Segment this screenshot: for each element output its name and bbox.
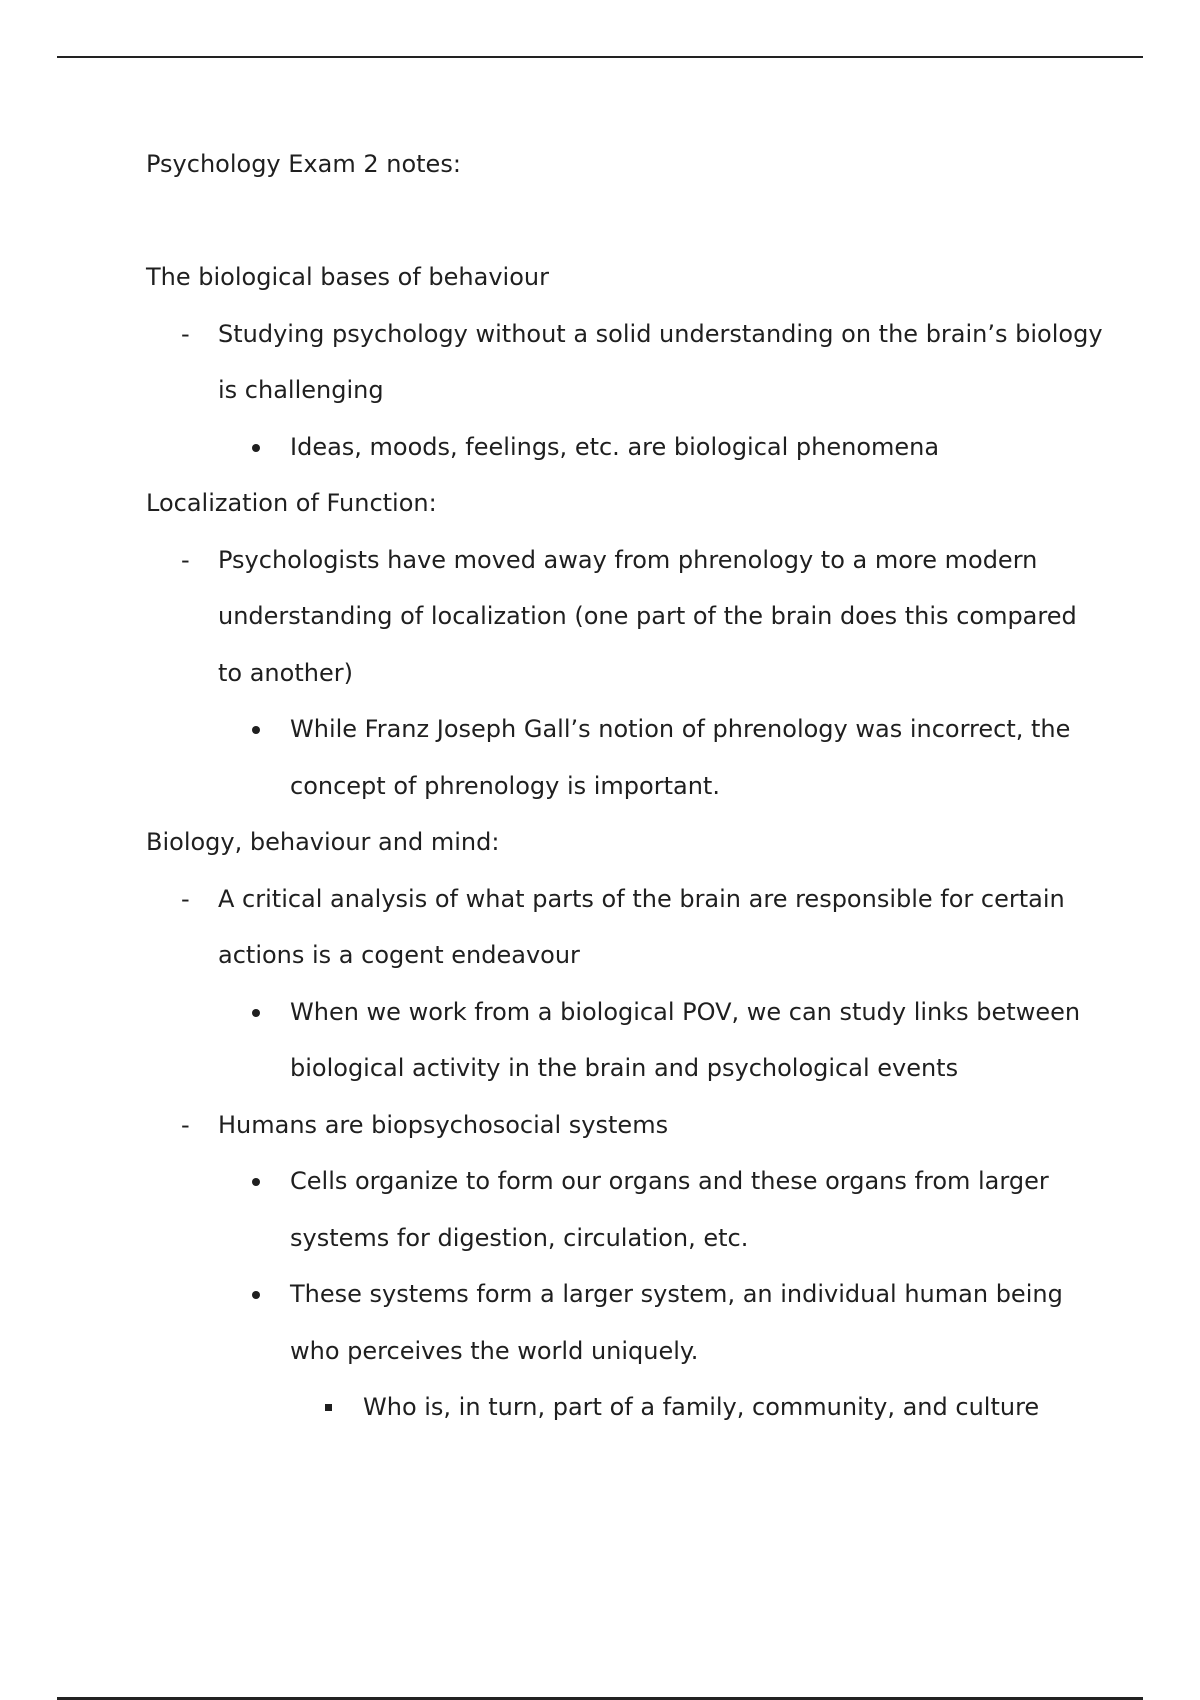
list-item-text: Cells organize to form our organs and these organs from larger systems for digestion, circulation, etc. (290, 1167, 1049, 1252)
list-item-text: A critical analysis of what parts of the brain are responsible for certain actions is a cogent endeavour (218, 884, 1065, 969)
list-item-text: Who is, in turn, part of a family, community, and culture (363, 1393, 1040, 1421)
list-item-dash (146, 532, 1106, 702)
dash-bullet-icon (181, 871, 190, 928)
document-title: Psychology Exam 2 notes: (146, 150, 461, 178)
list-item-dash (146, 1097, 1106, 1154)
section-heading: Biology, behaviour and mind: (146, 828, 500, 856)
section-heading: The biological bases of behaviour (146, 263, 549, 291)
document-body (146, 136, 1106, 1436)
list-item-text: Ideas, moods, feelings, etc. are biological phenomena (290, 432, 940, 461)
list-item-text: When we work from a biological POV, we can study links between biological activity in the brain and psychological events (290, 997, 1081, 1082)
list-item-bullet (146, 419, 1106, 476)
list-item-text: Psychologists have moved away from phrenology to a more modern understanding of localization (one part of the brain does this compared to another) (218, 545, 1077, 687)
list-item-text: Studying psychology without a solid understanding on the brain’s biology is challenging (218, 319, 1103, 404)
list-item-bullet (146, 1153, 1106, 1266)
dash-bullet-icon (181, 1097, 190, 1154)
section-heading: Localization of Function: (146, 489, 437, 517)
list-item-text: These systems form a larger system, an individual human being who perceives the world uniquely. (290, 1280, 1063, 1365)
list-item-bullet (146, 984, 1106, 1097)
blank-line (146, 193, 1106, 250)
list-item-dash (146, 306, 1106, 419)
list-item-square (146, 1379, 1106, 1436)
list-item-dash (146, 871, 1106, 984)
list-item-text: While Franz Joseph Gall’s notion of phrenology was incorrect, the concept of phrenology is important. (290, 715, 1071, 800)
top-rule (57, 56, 1143, 58)
dash-bullet-icon (181, 532, 190, 589)
list-item-text: Humans are biopsychosocial systems (218, 1110, 669, 1139)
dash-bullet-icon (181, 306, 190, 363)
list-item-bullet (146, 701, 1106, 814)
list-item-bullet (146, 1266, 1106, 1379)
